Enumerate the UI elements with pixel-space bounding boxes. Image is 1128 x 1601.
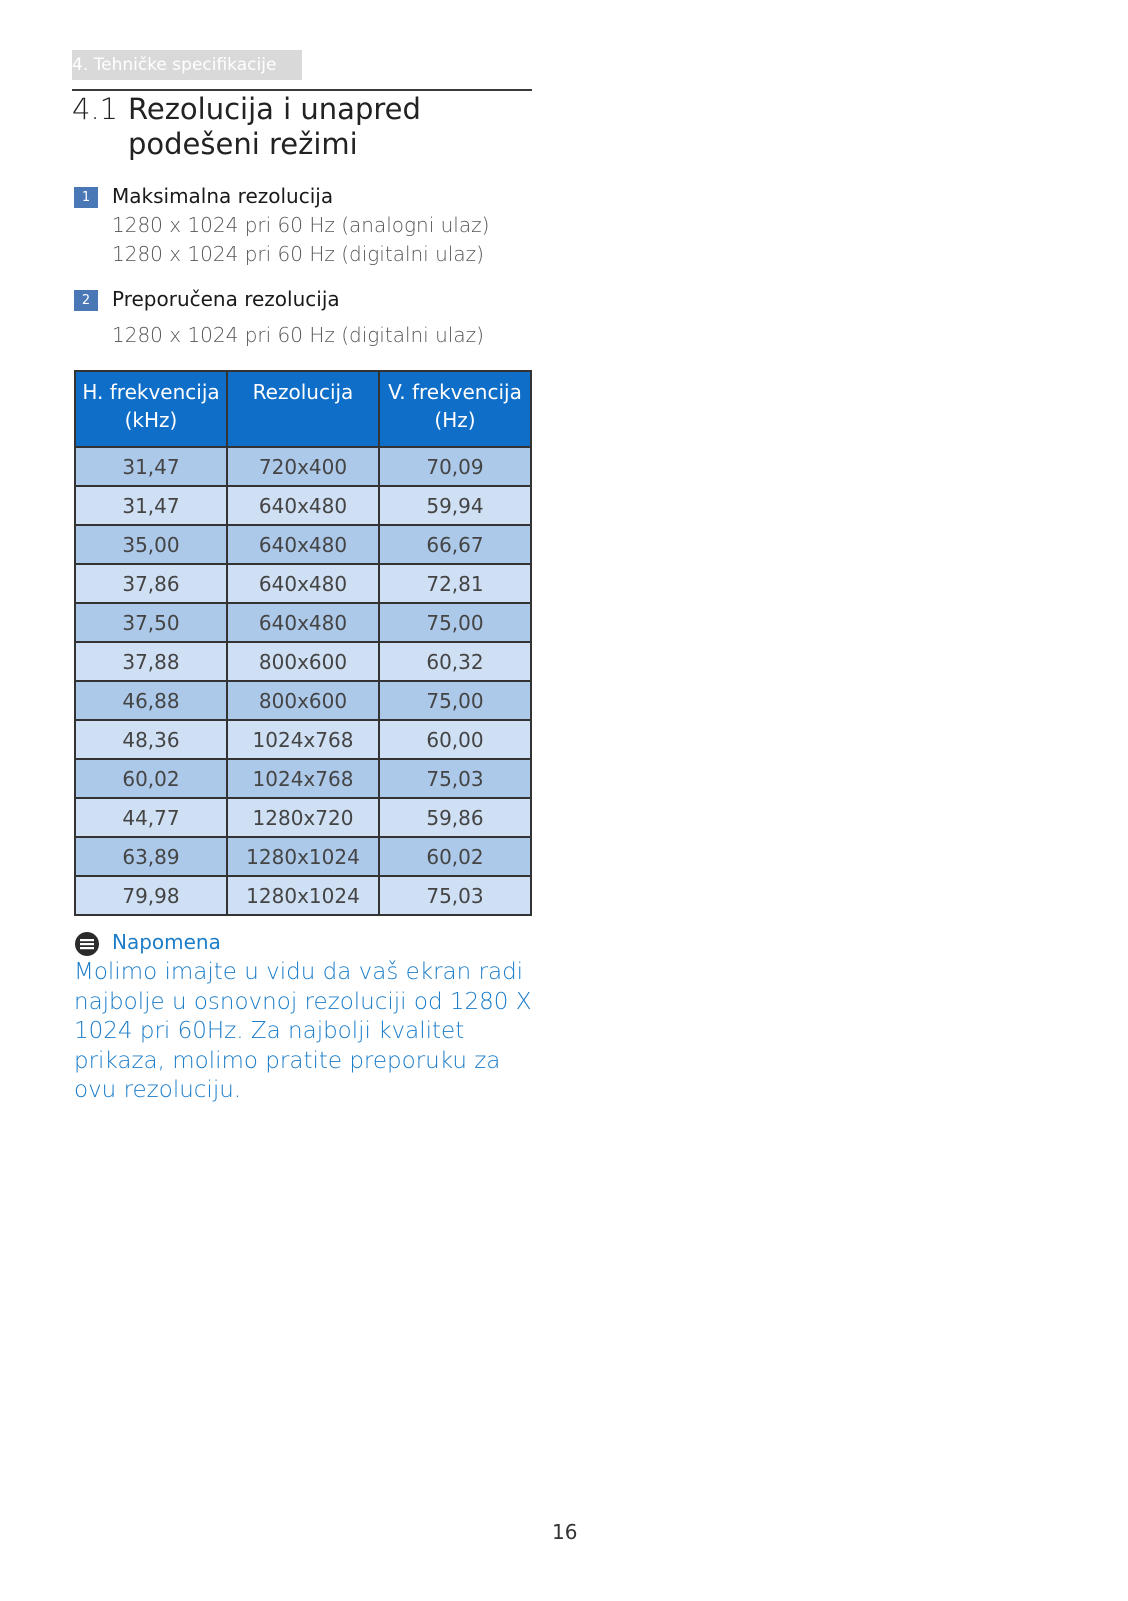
cell-resolution: 640x480 bbox=[227, 603, 379, 642]
table-header-row bbox=[75, 371, 531, 447]
page-number: 16 bbox=[552, 1520, 578, 1544]
cell-h-frequency: 46,88 bbox=[75, 681, 227, 720]
table-row bbox=[75, 447, 531, 486]
cell-v-frequency: 59,94 bbox=[379, 486, 531, 525]
header-v-frequency: V. frekvencija (Hz) bbox=[379, 371, 531, 447]
cell-h-frequency: 37,50 bbox=[75, 603, 227, 642]
table-row bbox=[75, 798, 531, 837]
chapter-divider bbox=[72, 89, 532, 91]
cell-v-frequency: 59,86 bbox=[379, 798, 531, 837]
item-badge-2: 2 bbox=[74, 290, 98, 311]
cell-h-frequency: 35,00 bbox=[75, 525, 227, 564]
table-row bbox=[75, 603, 531, 642]
cell-v-frequency: 75,00 bbox=[379, 603, 531, 642]
header-resolution: Rezolucija bbox=[227, 371, 379, 447]
cell-h-frequency: 37,86 bbox=[75, 564, 227, 603]
cell-v-frequency: 75,00 bbox=[379, 681, 531, 720]
cell-v-frequency: 60,00 bbox=[379, 720, 531, 759]
note-body: Molimo imajte u vidu da vaš ekran radi najbolje u osnovnoj rezoluciji od 1280 X 1024 pri 60Hz. Za najbolji kvalitet prikaza, molimo pratite preporuku za ovu rezoluciju. bbox=[74, 959, 532, 1103]
cell-h-frequency: 31,47 bbox=[75, 447, 227, 486]
table-row bbox=[75, 720, 531, 759]
cell-h-frequency: 37,88 bbox=[75, 642, 227, 681]
cell-v-frequency: 75,03 bbox=[379, 759, 531, 798]
cell-v-frequency: 75,03 bbox=[379, 876, 531, 915]
table-row bbox=[75, 681, 531, 720]
cell-resolution: 640x480 bbox=[227, 564, 379, 603]
cell-resolution: 1280x1024 bbox=[227, 876, 379, 915]
cell-resolution: 800x600 bbox=[227, 642, 379, 681]
cell-h-frequency: 63,89 bbox=[75, 837, 227, 876]
cell-resolution: 1024x768 bbox=[227, 720, 379, 759]
cell-resolution: 720x400 bbox=[227, 447, 379, 486]
cell-h-frequency: 44,77 bbox=[75, 798, 227, 837]
table-row bbox=[75, 642, 531, 681]
item-heading-recommended-resolution: Preporučena rezolucija bbox=[112, 287, 340, 311]
table-row bbox=[75, 837, 531, 876]
item-line: 1280 x 1024 pri 60 Hz (digitalni ulaz) bbox=[112, 323, 484, 347]
cell-resolution: 1024x768 bbox=[227, 759, 379, 798]
cell-h-frequency: 48,36 bbox=[75, 720, 227, 759]
cell-resolution: 640x480 bbox=[227, 525, 379, 564]
item-line: 1280 x 1024 pri 60 Hz (digitalni ulaz) bbox=[112, 242, 484, 266]
cell-v-frequency: 60,32 bbox=[379, 642, 531, 681]
cell-v-frequency: 66,67 bbox=[379, 525, 531, 564]
cell-h-frequency: 79,98 bbox=[75, 876, 227, 915]
item-line: 1280 x 1024 pri 60 Hz (analogni ulaz) bbox=[112, 213, 490, 237]
cell-resolution: 1280x1024 bbox=[227, 837, 379, 876]
table-row bbox=[75, 759, 531, 798]
cell-h-frequency: 60,02 bbox=[75, 759, 227, 798]
cell-v-frequency: 72,81 bbox=[379, 564, 531, 603]
item-badge-1: 1 bbox=[74, 187, 98, 208]
cell-resolution: 1280x720 bbox=[227, 798, 379, 837]
table-row bbox=[75, 564, 531, 603]
note-icon bbox=[74, 931, 100, 957]
item-heading-max-resolution: Maksimalna rezolucija bbox=[112, 184, 334, 208]
table-row bbox=[75, 525, 531, 564]
cell-v-frequency: 60,02 bbox=[379, 837, 531, 876]
preset-modes-table bbox=[74, 370, 532, 916]
table-row bbox=[75, 876, 531, 915]
chapter-tab: 4. Tehničke specifikacije bbox=[72, 50, 302, 80]
section-number: 4.1 bbox=[72, 92, 119, 126]
header-h-frequency: H. frekvencija (kHz) bbox=[75, 371, 227, 447]
cell-v-frequency: 70,09 bbox=[379, 447, 531, 486]
cell-resolution: 800x600 bbox=[227, 681, 379, 720]
cell-resolution: 640x480 bbox=[227, 486, 379, 525]
table-row bbox=[75, 486, 531, 525]
section-title: Rezolucija i unapred podešeni režimi bbox=[128, 92, 421, 161]
cell-h-frequency: 31,47 bbox=[75, 486, 227, 525]
note-label: Napomena bbox=[112, 930, 221, 954]
